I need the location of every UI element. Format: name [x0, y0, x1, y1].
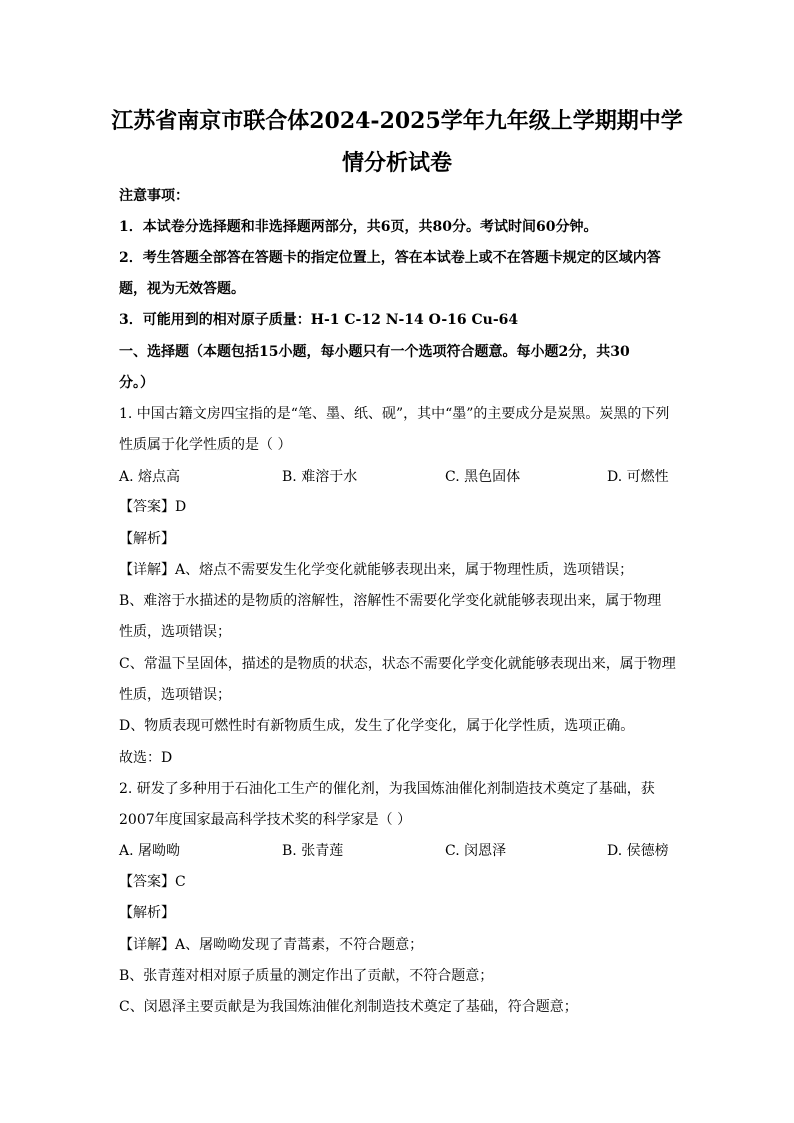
section-heading-line-2: 分。）	[119, 375, 154, 391]
question-1-stem-line-2: 性质属于化学性质的是（ ）	[119, 437, 292, 453]
question-2-answer: 【答案】C	[119, 874, 186, 890]
question-1-detail-line-2: B、难溶于水描述的是物质的溶解性，溶解性不需要化学变化就能够表现出来，属于物理	[119, 593, 662, 609]
document-title-line-1: 江苏省南京市联合体2024-2025学年九年级上学期期中学	[111, 108, 683, 134]
question-1-detail-line-3: 性质，选项错误；	[119, 624, 231, 640]
question-2-option-b: B. 张青莲	[282, 843, 344, 859]
question-2-option-c: C. 闵恩泽	[445, 843, 507, 859]
question-1-detail-line-5: 性质，选项错误；	[119, 687, 231, 703]
question-2-option-d: D. 侯德榜	[607, 843, 669, 859]
document-title-line-2: 情分析试卷	[341, 150, 452, 176]
question-2-detail-line-2: B、张青莲对相对原子质量的测定作出了贡献，不符合题意；	[119, 968, 494, 984]
section-heading-line-1: 一、选择题（本题包括15小题，每小题只有一个选项符合题意。每小题2分，共30	[119, 344, 630, 360]
notice-item-1: 1．本试卷分选择题和非选择题两部分，共6页，共80分。考试时间60分钟。	[119, 219, 598, 235]
question-2-detail-line-3: C、闵恩泽主要贡献是为我国炼油催化剂制造技术奠定了基础，符合题意；	[119, 999, 578, 1015]
question-2-stem-line-1: 2. 研发了多种用于石油化工生产的催化剂，为我国炼油催化剂制造技术奠定了基础，获	[119, 781, 655, 797]
question-2-detail-line-1: 【详解】A、屠呦呦发现了青蒿素，不符合题意；	[119, 937, 424, 953]
question-1-conclusion: 故选：D	[119, 750, 173, 766]
question-1-option-b: B. 难溶于水	[282, 469, 358, 485]
question-1-option-d: D. 可燃性	[607, 469, 669, 485]
question-1-detail-line-4: C、常温下呈固体，描述的是物质的状态，状态不需要化学变化就能够表现出来，属于物理	[119, 656, 676, 672]
notice-heading: 注意事项：	[119, 188, 189, 204]
question-1-analysis-label: 【解析】	[119, 531, 175, 547]
question-1-option-a: A. 熔点高	[119, 469, 181, 485]
question-1-detail-line-6: D、物质表现可燃性时有新物质生成，发生了化学变化，属于化学性质，选项正确。	[119, 718, 635, 734]
notice-item-2-line-2: 题，视为无效答题。	[119, 281, 245, 297]
question-2-stem-line-2: 2007年度国家最高科学技术奖的科学家是（ ）	[119, 812, 412, 828]
question-1-stem-line-1: 1. 中国古籍文房四宝指的是“笔、墨、纸、砚”，其中“墨”的主要成分是炭黑。炭黑的下列	[119, 406, 670, 422]
question-2-option-a: A. 屠呦呦	[119, 843, 181, 859]
notice-item-3: 3．可能用到的相对原子质量：H-1 C-12 N-14 O-16 Cu-64	[119, 312, 519, 328]
question-1-answer: 【答案】D	[119, 499, 187, 515]
question-1-detail-line-1: 【详解】A、熔点不需要发生化学变化就能够表现出来，属于物理性质，选项错误；	[119, 562, 634, 578]
question-1-option-c: C. 黑色固体	[445, 469, 521, 485]
question-2-analysis-label: 【解析】	[119, 905, 175, 921]
notice-item-2-line-1: 2．考生答题全部答在答题卡的指定位置上，答在本试卷上或不在答题卡规定的区域内答	[119, 250, 661, 266]
